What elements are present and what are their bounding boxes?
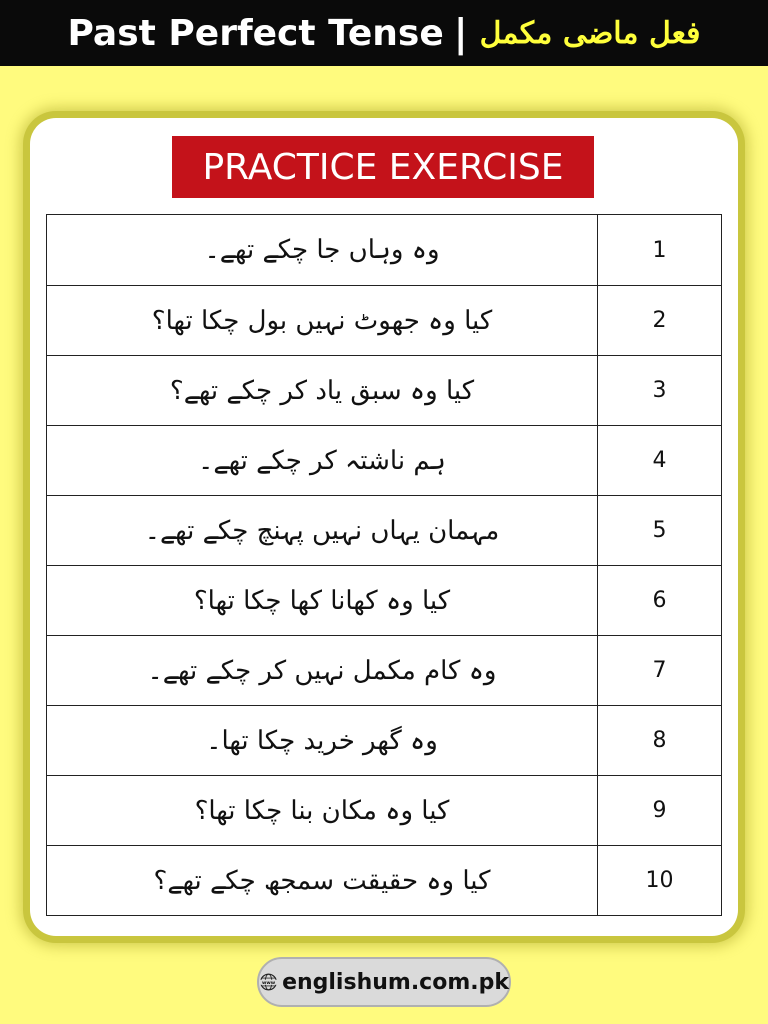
- website-url[interactable]: englishum.com.pk: [282, 969, 509, 995]
- sentence-cell: وہ وہاں جا چکے تھے۔: [47, 215, 598, 285]
- number-cell: 7: [652, 658, 667, 683]
- sentence-cell: کیا وہ کھانا کھا چکا تھا؟: [47, 566, 598, 635]
- number-cell: 10: [645, 868, 674, 893]
- sentence-cell: کیا وہ سبق یاد کر چکے تھے؟: [47, 356, 598, 425]
- table-row: [47, 285, 721, 355]
- number-cell: 4: [652, 448, 667, 473]
- table-row: [47, 355, 721, 425]
- number-cell: 2: [652, 308, 667, 333]
- globe-www-icon: [259, 965, 278, 999]
- number-cell: 3: [652, 378, 667, 403]
- sentence-cell: وہ کام مکمل نہیں کر چکے تھے۔: [47, 636, 598, 705]
- number-cell: 5: [652, 518, 667, 543]
- table-row: [47, 495, 721, 565]
- sentence-cell: کیا وہ مکان بنا چکا تھا؟: [47, 776, 598, 845]
- svg-text:www: www: [261, 980, 276, 986]
- table-row: [47, 425, 721, 495]
- urdu-title: فعل ماضی مکمل: [479, 15, 701, 51]
- sentence-cell: وہ گھر خرید چکا تھا۔: [47, 706, 598, 775]
- table-row: [47, 565, 721, 635]
- table-row: [47, 775, 721, 845]
- number-cell: 8: [652, 728, 667, 753]
- exercise-card: [30, 118, 738, 936]
- sentence-cell: کیا وہ حقیقت سمجھ چکے تھے؟: [47, 846, 598, 915]
- website-badge[interactable]: [257, 957, 511, 1007]
- exercise-table: [46, 214, 722, 916]
- header-bar: [0, 0, 768, 66]
- number-cell: 9: [652, 798, 667, 823]
- table-row: [47, 215, 721, 285]
- page-title: Past Perfect Tense: [67, 12, 444, 54]
- title-separator: |: [453, 11, 468, 55]
- number-cell: 6: [652, 588, 667, 613]
- sentence-cell: مہمان یہاں نہیں پہنچ چکے تھے۔: [47, 496, 598, 565]
- practice-exercise-banner: PRACTICE EXERCISE: [172, 136, 594, 198]
- table-row: [47, 635, 721, 705]
- table-row: [47, 845, 721, 915]
- sentence-cell: کیا وہ جھوٹ نہیں بول چکا تھا؟: [47, 286, 598, 355]
- number-cell: 1: [652, 237, 667, 263]
- table-row: [47, 705, 721, 775]
- sentence-cell: ہم ناشتہ کر چکے تھے۔: [47, 426, 598, 495]
